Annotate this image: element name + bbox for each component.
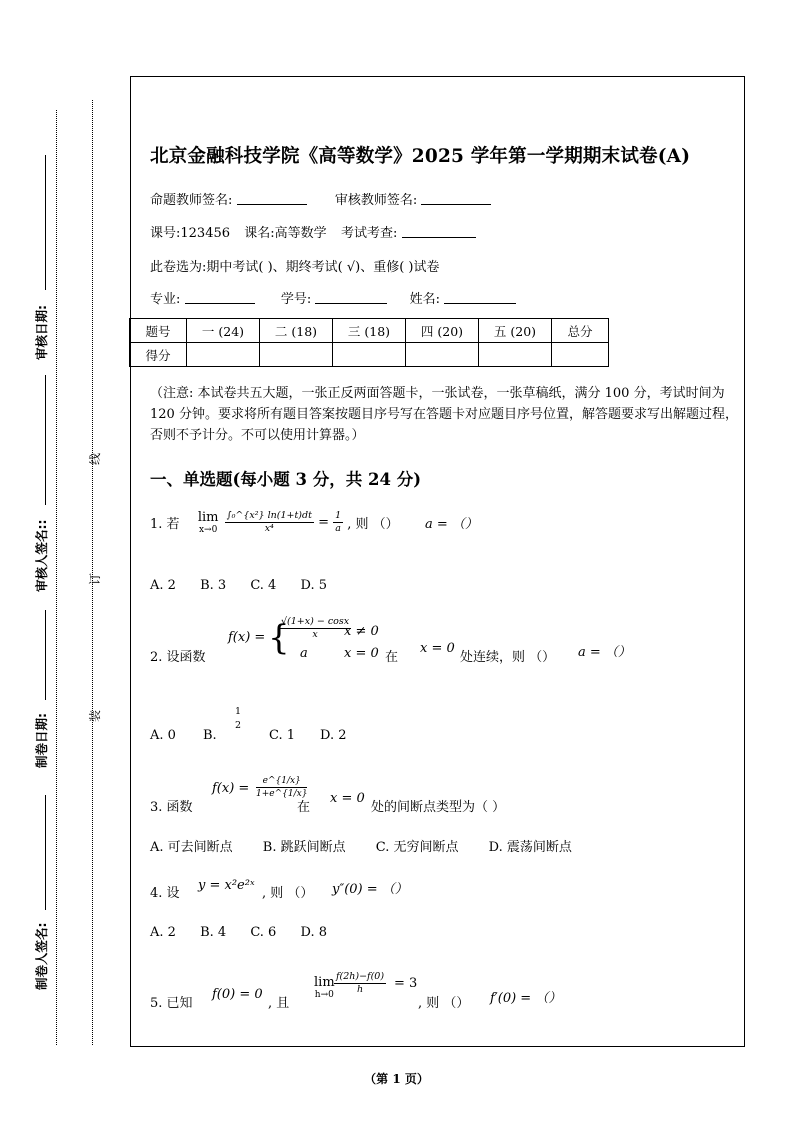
q2-fx: f(x) = [228,630,266,645]
q4-options [150,925,327,940]
q1-option-c[interactable]: C. 4 [250,578,277,593]
major-label: 专业: [150,292,181,307]
q5-lead: 5. 已知 [150,996,193,1011]
q1-ask: a = （） [424,517,478,532]
q2-option-b-den: 2 [235,720,242,731]
q2-at: 在 [385,650,399,665]
exam-type-field[interactable] [402,225,476,238]
q1-fraction [225,510,314,535]
q5-tail: , 则 （） [418,996,470,1011]
question-1 [150,510,478,535]
q4-option-d[interactable]: D. 8 [300,925,327,940]
q1-options [150,578,327,593]
setter-sign-field[interactable] [237,192,307,205]
q4-option-b[interactable]: B. 4 [200,925,227,940]
q3-point: x = 0 [330,791,365,806]
q2-case1-num: √(1+x) − cosx [281,616,350,627]
reviewer-sign-field[interactable] [421,192,491,205]
q3-fx: f(x) = [212,781,250,796]
q5-lim: lim [314,975,335,990]
reviewer-sign-label-header: 审核教师签名: [334,193,418,208]
q2-tail: 处连续，则 （） [460,650,556,665]
q3-at: 在 [297,800,311,815]
q2-option-d[interactable]: D. 2 [320,728,347,743]
score-cell[interactable] [479,343,552,367]
q2-case2-cond: x = 0 [344,646,379,661]
score-table [129,318,609,367]
course-name: 课名:高等数学 [244,226,327,241]
exam-note: （注意: 本试卷共五大题，一张正反两面答题卡，一张试卷，一张草稿纸，满分 100 分，考试时间为 120 分钟。要求将所有题目答案按题目序号写在答题卡对应题目序号位置，解答题要求写出解题过程，否则不予计分。不可以使用计算器。） [150,386,738,443]
name-label: 姓名: [409,292,441,307]
q1-rhs-num: 1 [335,510,342,521]
prep-date-label: 制卷日期: [34,713,49,768]
score-header-cell: 五 (20) [479,319,552,343]
q1-tail: , 则 （） [347,517,399,532]
q5-denominator: h [356,984,364,995]
score-table-header-row [130,319,609,343]
score-table-score-row [130,343,609,367]
q2-point: x = 0 [420,641,455,656]
q1-lead: 1. 若 [150,517,180,532]
q5-ask: f′(0) = （） [490,991,562,1006]
setter-sign-row [150,189,491,208]
score-cell[interactable] [406,343,479,367]
q2-lead: 2. 设函数 [150,650,206,665]
exam-type-label: 考试考查: [340,226,398,241]
q3-option-c[interactable]: C. 无穷间断点 [375,840,459,855]
q2-option-b-num: 1 [235,706,242,717]
signature-line-3 [45,610,46,700]
q1-lim-sub: x→0 [198,525,218,535]
binding-label-ding: 订 [88,572,102,585]
q2-case1-den: x [312,629,318,640]
score-cell[interactable] [333,343,406,367]
q3-option-b[interactable]: B. 跳跃间断点 [262,840,346,855]
q2-brace: { [268,618,290,658]
q1-eq: = [318,515,334,530]
exam-title: 北京金融科技学院《高等数学》2025 学年第一学期期末试卷(A) [150,146,691,167]
q5-cond: f(0) = 0 [212,987,263,1002]
q5-fraction [334,971,386,996]
score-cell[interactable] [260,343,333,367]
q4-tail: , 则 （） [262,886,314,901]
q3-denominator: 1+e^{1/x} [256,789,308,799]
score-cell[interactable] [187,343,260,367]
binding-label-xian: 线 [88,452,102,465]
q2-case1-cond: x ≠ 0 [344,624,379,639]
q3-tail: 处的间断点类型为（ ） [371,800,506,815]
preparer-sign-label: 制卷人签名: [34,922,49,990]
q5-numerator: f(2h)−f(0) [336,971,385,982]
q3-numerator: e^{1/x} [256,775,307,788]
signature-line-4 [45,795,46,910]
student-info-row [150,288,516,307]
signature-line-2 [45,375,46,505]
q4-lead: 4. 设 [150,886,180,901]
signature-line-1 [45,155,46,290]
q4-ask: y″(0) = （） [332,882,408,897]
score-header-cell: 四 (20) [406,319,479,343]
q3-option-d[interactable]: D. 震荡间断点 [488,840,572,855]
q5-lim-sub: h→0 [314,990,334,1000]
q2-ask: a = （） [578,645,631,660]
q5-limit [314,975,335,1000]
binding-label-zhuang: 装 [88,709,102,722]
q4-expr: y = x²e²ˣ [198,878,255,893]
q2-option-a[interactable]: A. 0 [150,728,176,743]
q4-option-a[interactable]: A. 2 [150,925,176,940]
q4-option-c[interactable]: C. 6 [250,925,277,940]
page-footer: （第 1 页） [364,1072,429,1086]
reviewer-sign-label: 审核人签名:: [34,519,49,592]
q1-denominator: x⁴ [264,523,274,534]
score-header-cell: 二 (18) [260,319,333,343]
q1-option-a[interactable]: A. 2 [150,578,176,593]
q3-lead: 3. 函数 [150,800,193,815]
binding-dotted-line-outer [56,110,57,1045]
review-date-label: 审核日期: [34,305,49,360]
course-row [150,222,476,241]
q1-numerator: ∫₀^{x²} ln(1+t)dt [226,510,312,521]
q2-case1-fraction [279,616,351,641]
q1-rhs [333,510,343,535]
q1-rhs-den: a [335,523,341,534]
major-field[interactable] [185,291,255,304]
score-header-cell: 题号 [130,319,187,343]
q1-option-b[interactable]: B. 3 [200,578,227,593]
q2-option-b[interactable]: B. [203,728,217,743]
score-header-cell: 一 (24) [187,319,260,343]
q1-limit [198,510,219,535]
q2-case2-value: a [300,646,308,661]
q2-option-c[interactable]: C. 1 [269,728,296,743]
q1-lim: lim [197,510,219,525]
student-no-field[interactable] [315,291,387,304]
q3-option-a[interactable]: A. 可去间断点 [150,840,233,855]
q3-options [150,836,572,855]
course-no: 课号:123456 [150,226,231,241]
section-1-heading: 一、单选题(每小题 3 分，共 24 分) [150,470,422,489]
q1-option-d[interactable]: D. 5 [300,578,327,593]
score-header-cell: 三 (18) [333,319,406,343]
q5-rhs: = 3 [394,976,418,991]
score-header-cell: 总分 [552,319,609,343]
q5-and: , 且 [268,996,290,1011]
score-cell[interactable] [552,343,609,367]
score-row-label: 得分 [130,343,187,367]
name-field[interactable] [444,291,516,304]
q2-option-b-fraction [233,706,243,732]
setter-sign-label: 命题教师签名: [150,193,233,208]
exam-select-row: 此卷选为:期中考试( )、期终考试( √)、重修( )试卷 [150,260,440,275]
student-no-label: 学号: [280,292,312,307]
